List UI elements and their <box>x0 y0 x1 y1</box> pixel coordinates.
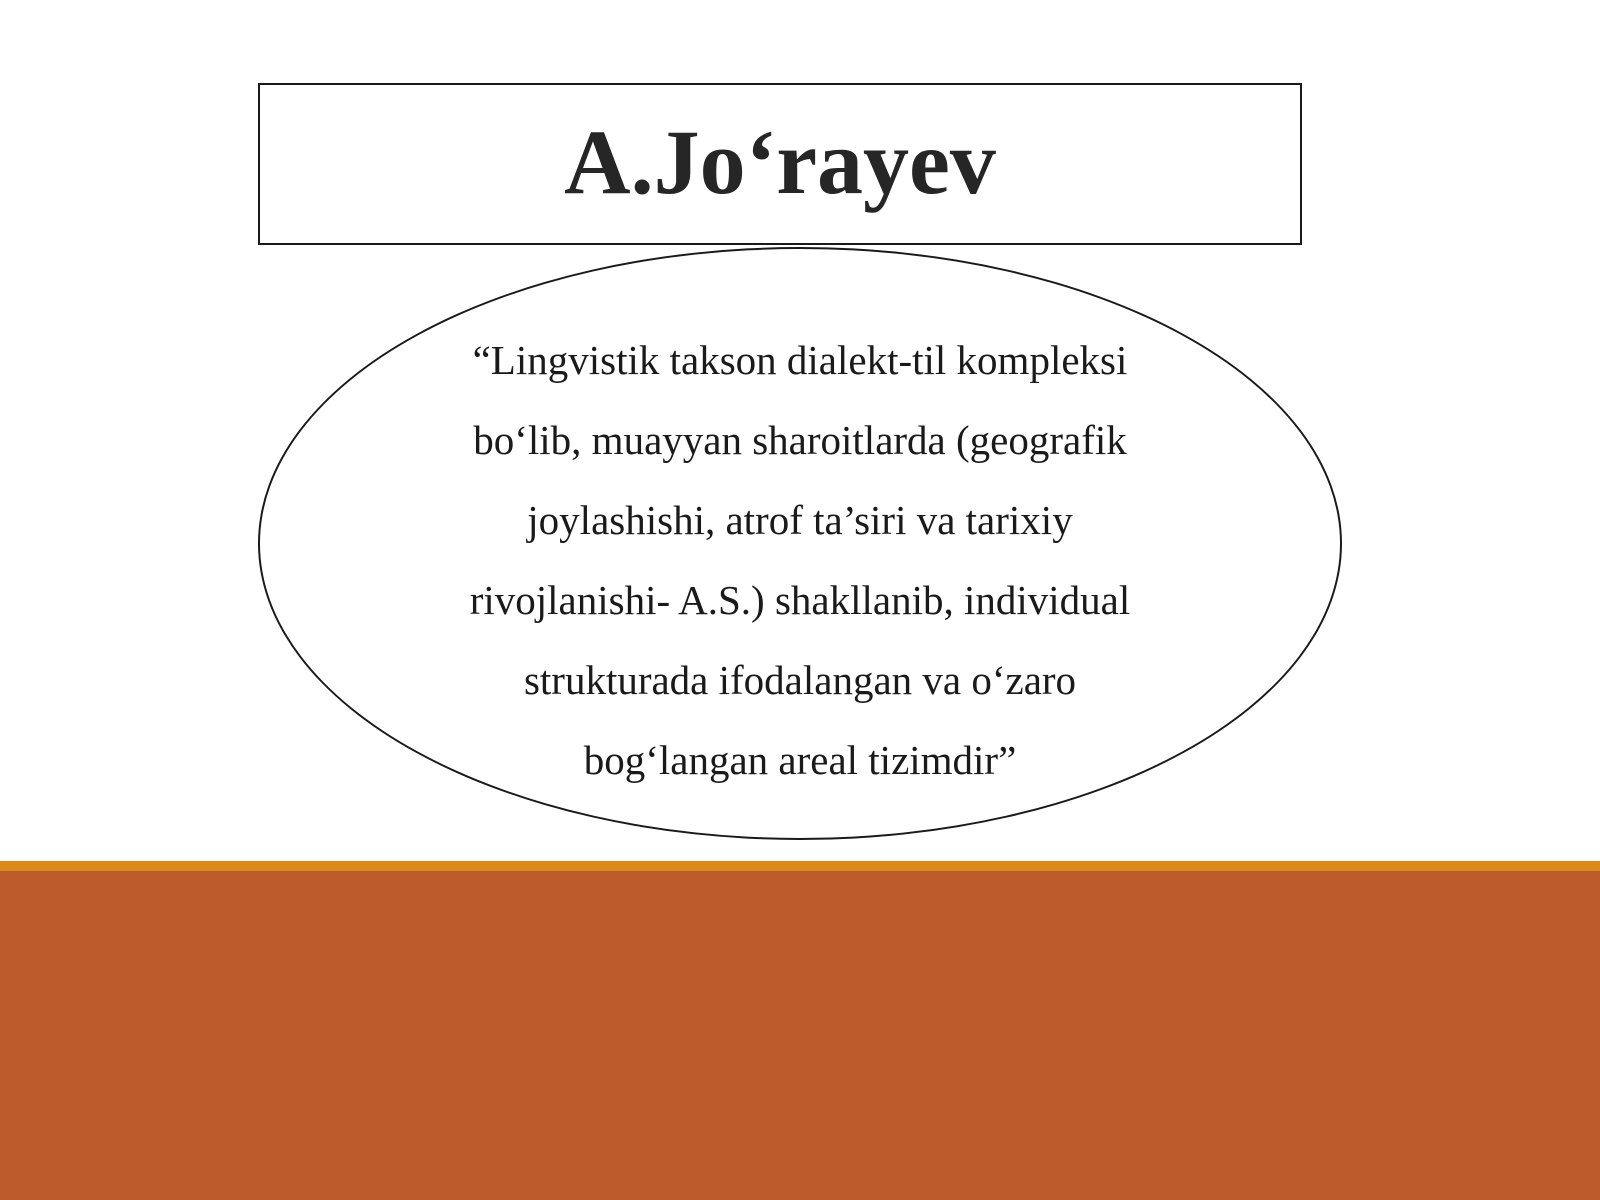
quote-line: bog‘langan areal tizimdir” <box>583 737 1017 783</box>
quote-line: joylashishi, atrof ta’siri va tarixiy <box>527 497 1073 543</box>
accent-divider <box>0 861 1600 871</box>
quote-line: rivojlanishi- A.S.) shakllanib, individual <box>469 577 1131 623</box>
footer-band <box>0 871 1600 1200</box>
quote-line: “Lingvistik takson dialekt-til kompleksi <box>472 337 1128 383</box>
quote-line: bo‘lib, muayyan sharoitlarda (geografik <box>473 417 1127 463</box>
quote-text <box>420 320 1180 800</box>
slide-title: A.Jo‘rayev <box>564 111 996 213</box>
quote-line: strukturada ifodalangan va o‘zaro <box>523 657 1077 703</box>
title-box <box>258 83 1302 245</box>
